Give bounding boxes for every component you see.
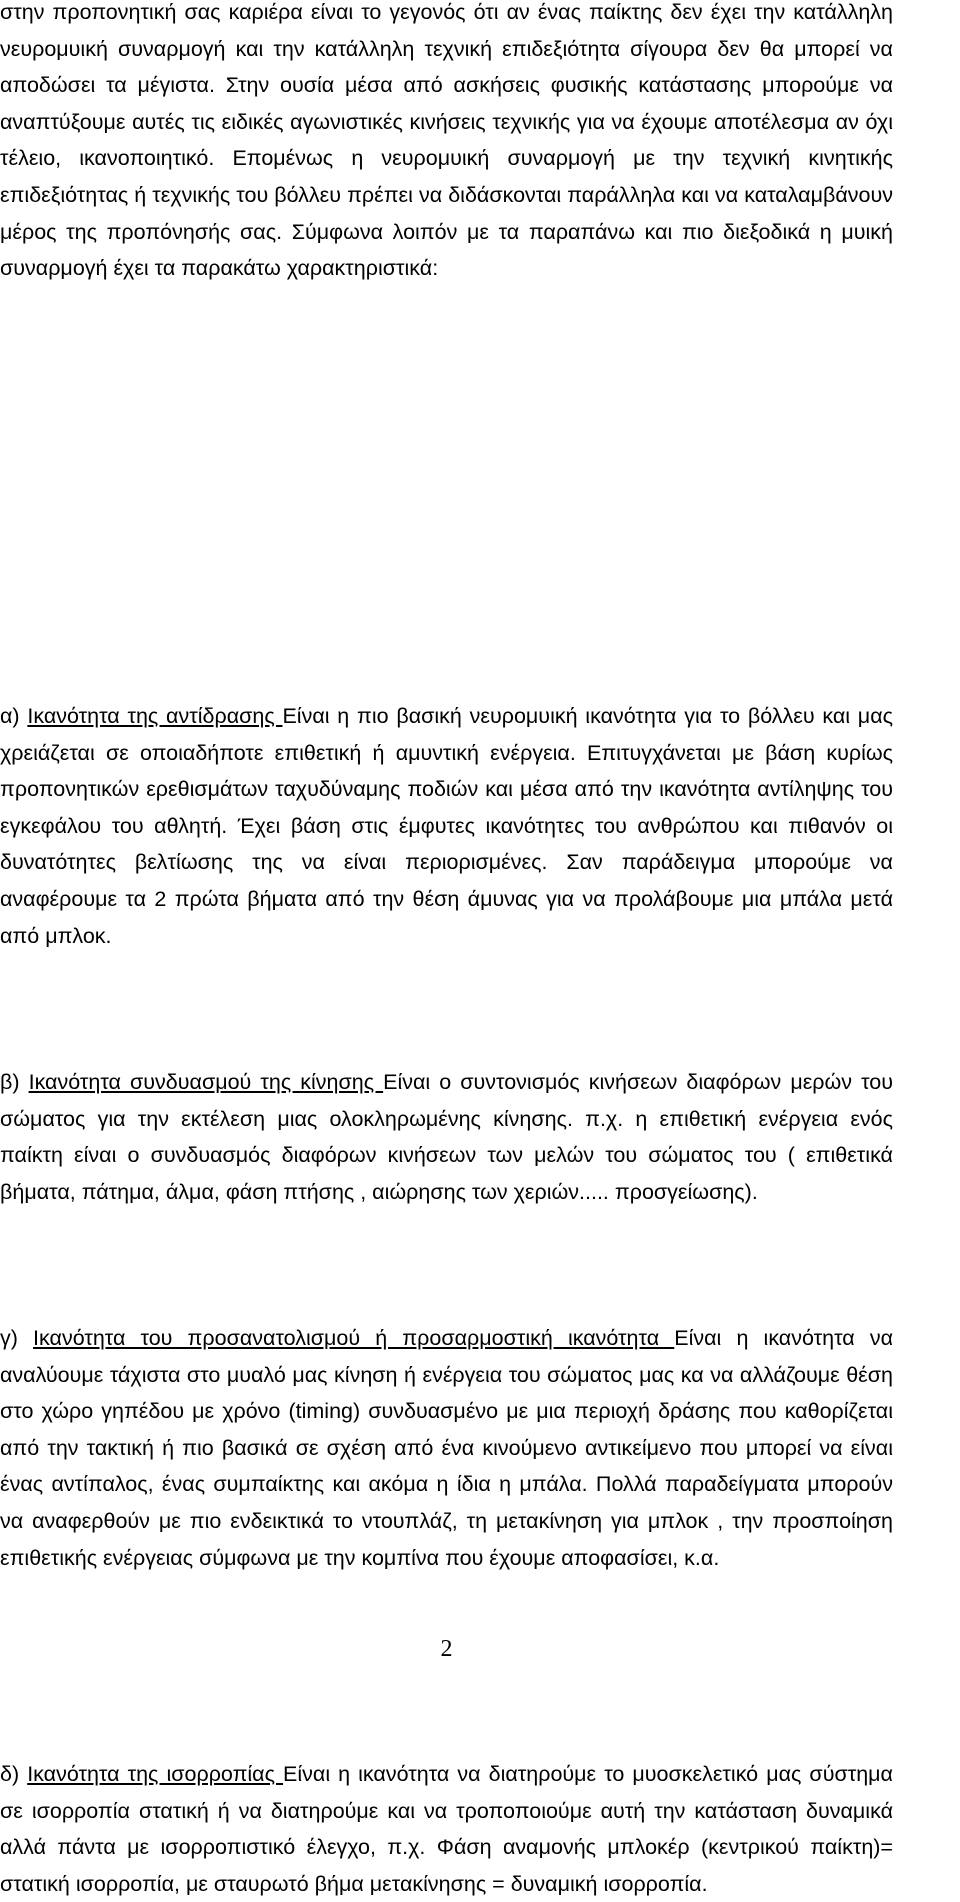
section-prefix: δ) [0, 1762, 28, 1786]
section-balance [0, 1756, 893, 1902]
section-heading: Ικανότητα συνδυασμού της κίνησης [28, 1070, 384, 1094]
section-heading: Ικανότητα του προσανατολισμού ή προσαρμοστική ικανότητα [33, 1326, 675, 1350]
section-body: Είναι ο συντονισμός κινήσεων διαφόρων μερών του σώματος για την εκτέλεση μιας ολοκληρωμένης κίνησης. π.χ. η επιθετική ενέργεια ενός παίκτη είναι ο συνδυασμός διαφόρων κινήσεων των μελών του σώματος του ( επιθετικά βήματα, πάτημα, άλμα, φάση πτήσης , αιώρησης των χεριών..... προσγείωσης). [0, 1070, 894, 1204]
page-number: 2 [440, 1636, 453, 1662]
section-heading: Ικανότητα της αντίδρασης [27, 704, 283, 728]
section-movement-combination [0, 1064, 893, 1210]
section-prefix: β) [0, 1070, 29, 1094]
section-body: Είναι η πιο βασική νευρομυική ικανότητα για το βόλλευ και μας χρειάζεται σε οποιαδήποτε επιθετική ή αμυντική ενέργεια. Επιτυγχάνεται με βάση κυρίως προπονητικών ερεθισμάτων ταχυδύναμης ποδιών και μέσα από την ικανότητα αντίληψης του εγκεφάλου του αθλητή. Έχει βάση στις έμφυτες ικανότητες του ανθρώπου και πιθανόν οι δυνατότητες βελτίωσης της να είναι περιορισμένες. Σαν παράδειγμα μπορούμε να αναφέρουμε τα 2 πρώτα βήματα από την θέση άμυνας για να προλάβουμε μια μπάλα μετά από μπλοκ. [0, 704, 893, 948]
section-body: Είναι η ικανότητα να διατηρούμε το μυοσκελετικό μας σύστημα σε ισορροπία στατική ή να διατηρούμε και να τροποποιούμε αυτή την κατάσταση δυναμικά αλλά πάντα με ισορροπιστικό έλεγχο, π.χ. Φάση αναμονής μπλοκέρ (κεντρικού παίκτη)= στατική ισορροπία, με σταυρωτό βήμα μετακίνησης = δυναμική ισορροπία. [0, 1762, 893, 1896]
section-reaction [0, 698, 893, 954]
section-orientation [0, 1320, 893, 1576]
section-heading: Ικανότητα της ισορροπίας [27, 1762, 284, 1786]
section-prefix: γ) [0, 1326, 34, 1350]
intro-paragraph: στην προπονητική σας καριέρα είναι το γεγονός ότι αν ένας παίκτης δεν έχει την κατάλληλη νευρομυική συναρμογή και την κατάλληλη τεχνική επιδεξιότητα σίγουρα δεν θα μπορεί να αποδώσει τα μέγιστα. Στην ουσία μέσα από ασκήσεις φυσικής κατάστασης μπορούμε να αναπτύξουμε αυτές τις ειδικές αγωνιστικές κινήσεις τεχνικής για να έχουμε αποτέλεσμα αν όχι τέλειο, ικανοποιητικό. Επομένως η νευρομυική συναρμογή με την τεχνική κινητικής επιδεξιότητας ή τεχνικής του βόλλευ πρέπει να διδάσκονται παράλληλα και να καταλαμβάνουν μέρος της προπόνησής σας. Σύμφωνα λοιπόν με τα παραπάνω και πιο διεξοδικά η μυική συναρμογή έχει τα παρακάτω χαρακτηριστικά: [0, 0, 893, 281]
section-body: Είναι η ικανότητα να αναλύουμε τάχιστα στο μυαλό μας κίνηση ή ενέργεια του σώματος μας κα να αλλάζουμε θέση στο χώρο γηπέδου με χρόνο (timing) συνδυασμένο με μια περιοχή δράσης που καθορίζεται από την τακτική ή πιο βασικά σε σχέση από ένα κινούμενο αντικείμενο που μπορεί να είναι ένας αντίπαλος, ένας συμπαίκτης και ακόμα η ίδια η μπάλα. Πολλά παραδείγματα μπορούν να αναφερθούν με πιο ενδεικτικά το ντουπλάζ, τη μετακίνηση για μπλοκ , την προσποίηση επιθετικής ενέργειας σύμφωνα με την κομπίνα που έχουμε αποφασίσει, κ.α. [0, 1326, 894, 1570]
section-prefix: α) [0, 704, 28, 728]
